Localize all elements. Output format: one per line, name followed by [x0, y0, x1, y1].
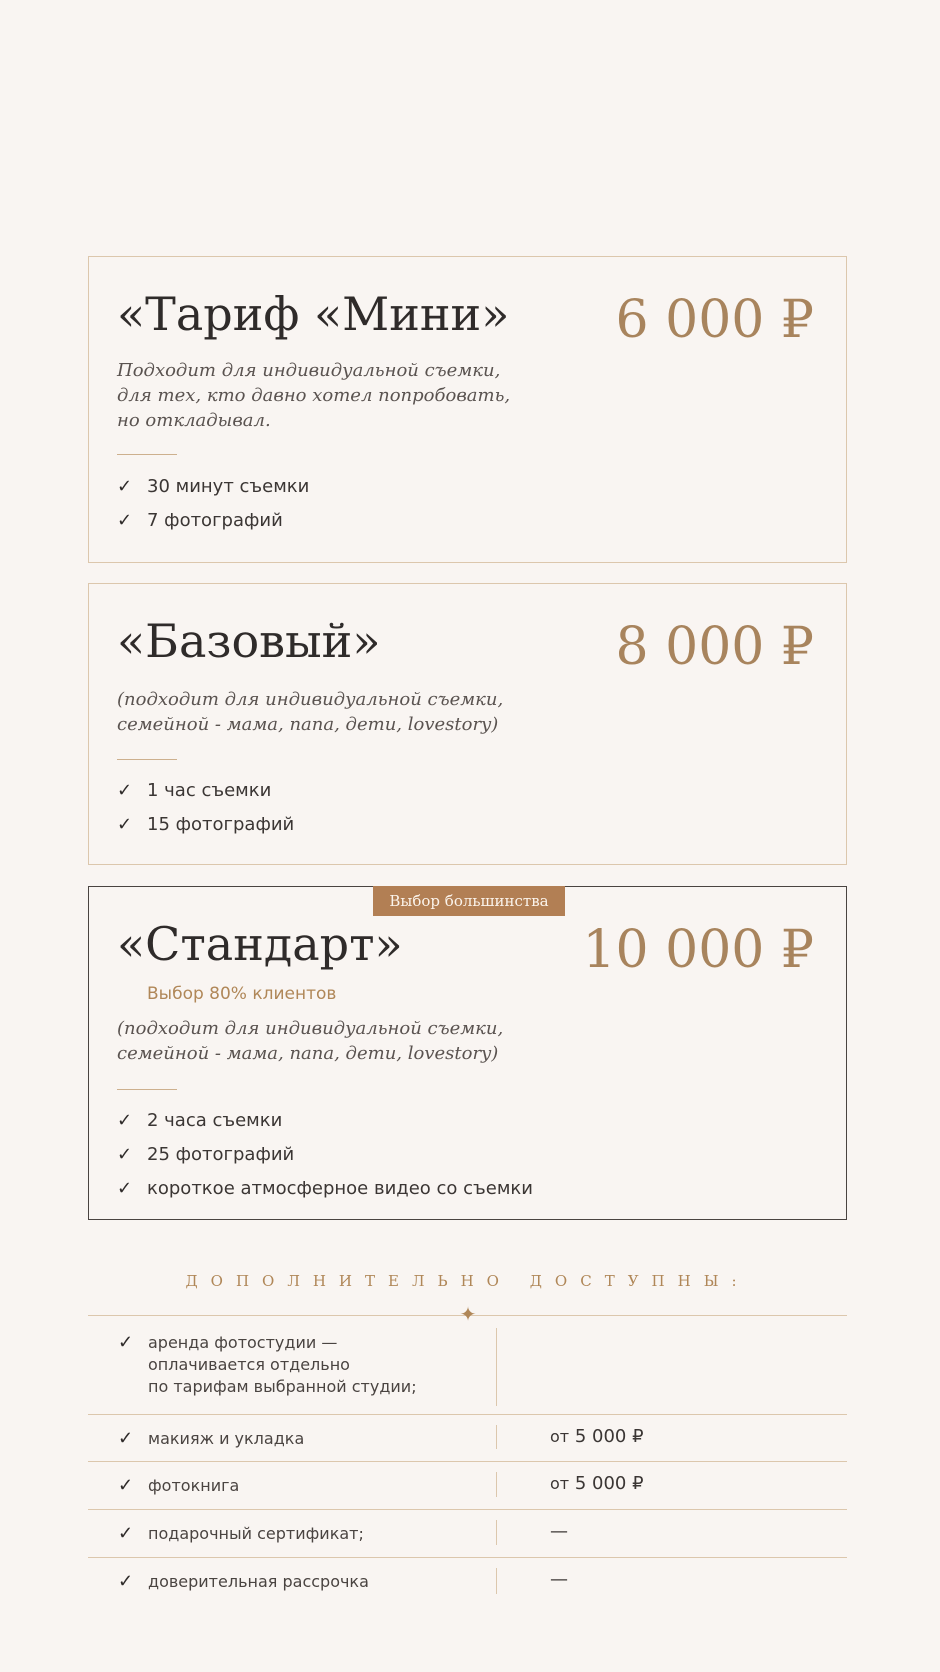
column-divider: [496, 1472, 497, 1497]
plan-title: «Стандарт»: [117, 917, 403, 971]
feature-item: ✓ 1 час съемки: [117, 779, 272, 801]
check-icon: ✓: [117, 1143, 133, 1165]
feature-list: [117, 469, 309, 537]
check-icon: ✓: [117, 779, 133, 801]
column-divider: [496, 1328, 497, 1406]
divider: [117, 454, 177, 455]
check-icon: ✓: [118, 1475, 134, 1495]
most-popular-badge: Выбор большинства: [373, 886, 565, 916]
extras-value: от 5 000 ₽: [550, 1426, 644, 1447]
check-icon: ✓: [118, 1332, 134, 1352]
extras-value: —: [550, 1521, 568, 1542]
check-icon: ✓: [117, 1177, 133, 1199]
divider: [117, 759, 177, 760]
plan-card-standard[interactable]: [88, 886, 847, 1220]
extras-label: макияж и укладка: [148, 1429, 305, 1448]
plan-price: 6 000 ₽: [615, 290, 814, 350]
plan-tagline: Выбор 80% клиентов: [147, 984, 337, 1004]
star-icon: ✦: [459, 1304, 477, 1326]
extras-label: фотокнига: [148, 1476, 240, 1495]
extras-row: [88, 1510, 847, 1558]
column-divider: [496, 1520, 497, 1545]
check-icon: ✓: [117, 1109, 133, 1131]
plan-title: «Тариф «Мини»: [117, 287, 510, 341]
extras-label: подарочный сертификат;: [148, 1524, 364, 1543]
plan-description: (подходит для индивидуальной съемки, семейной - мама, папа, дети, lovestory): [117, 689, 504, 735]
feature-list: [117, 773, 294, 841]
extras-row: [88, 1462, 847, 1510]
extras-label: доверительная рассрочка: [148, 1572, 369, 1591]
feature-item: ✓ 25 фотографий: [117, 1143, 295, 1165]
extras-value: от 5 000 ₽: [550, 1473, 644, 1494]
feature-item: ✓ 30 минут съемки: [117, 475, 310, 497]
check-icon: ✓: [117, 475, 133, 497]
check-icon: ✓: [118, 1571, 134, 1591]
extras-heading: ДОПОЛНИТЕЛЬНО ДОСТУПНЫ:: [185, 1272, 750, 1290]
plan-card-mini[interactable]: [88, 256, 847, 563]
feature-list: [117, 1103, 533, 1205]
feature-item: ✓ короткое атмосферное видео со съемки: [117, 1177, 533, 1199]
check-icon: ✓: [118, 1428, 134, 1448]
feature-item: ✓ 2 часа съемки: [117, 1109, 283, 1131]
feature-item: ✓ 7 фотографий: [117, 509, 283, 531]
check-icon: ✓: [118, 1523, 134, 1543]
plan-description: (подходит для индивидуальной съемки, семейной - мама, папа, дети, lovestory): [117, 1018, 504, 1064]
column-divider: [496, 1568, 497, 1594]
extras-label: аренда фотостудии — оплачивается отдельно по тарифам выбранной студии;: [148, 1333, 417, 1396]
check-icon: ✓: [117, 813, 133, 835]
plan-description: Подходит для индивидуальной съемки, для тех, кто давно хотел попробовать, но откладывал.: [117, 360, 511, 431]
check-icon: ✓: [117, 509, 133, 531]
extras-value: —: [550, 1569, 568, 1590]
plan-price: 10 000 ₽: [582, 920, 814, 980]
extras-row: [88, 1558, 847, 1606]
extras-row: [88, 1415, 847, 1462]
extras-row: [88, 1316, 847, 1415]
column-divider: [496, 1425, 497, 1449]
divider: [117, 1089, 177, 1090]
plan-card-basic[interactable]: [88, 583, 847, 865]
feature-item: ✓ 15 фотографий: [117, 813, 295, 835]
plan-title: «Базовый»: [117, 614, 381, 668]
plan-price: 8 000 ₽: [615, 617, 814, 677]
